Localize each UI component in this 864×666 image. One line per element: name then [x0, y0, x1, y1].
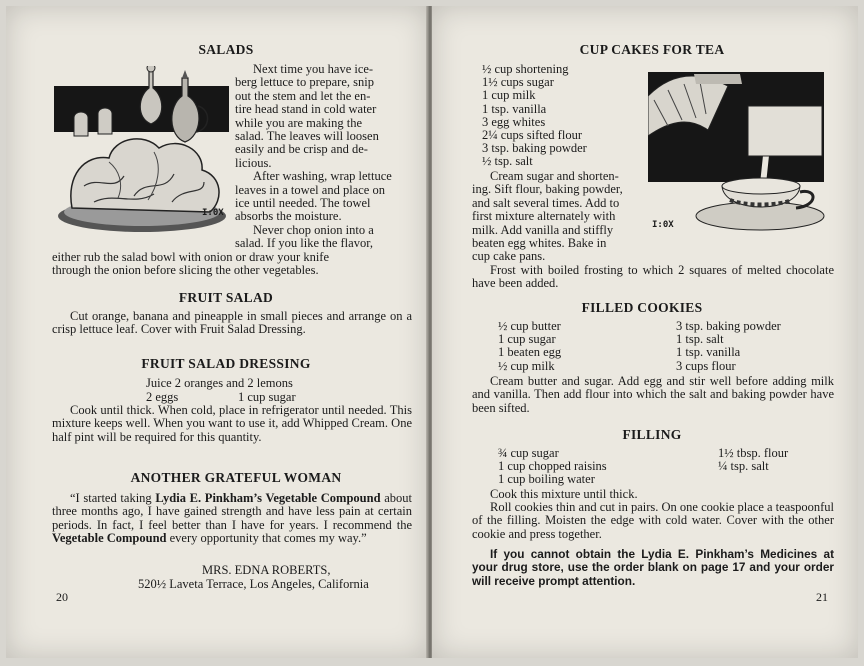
cookie-ingredients-col1 [498, 320, 561, 373]
cookie-ingredients-col2 [676, 320, 781, 373]
salads-line: absorbs the moisture. [235, 209, 342, 224]
ingredient: 1 cup boiling water [498, 472, 595, 487]
ingredient: 1 cup milk [482, 88, 536, 103]
ingredient: ½ cup shortening [482, 62, 569, 76]
method-line: and salt several times. Add to [472, 195, 620, 210]
dressing-ingredient: 2 eggs [146, 390, 179, 404]
ingredient: ½ cup butter [498, 319, 561, 333]
ingredient: 1½ tbsp. flour [718, 446, 789, 460]
method-line: first mixture alternately with [472, 209, 616, 224]
ingredient: 3 tsp. baking powder [482, 141, 587, 156]
method-line: Cream sugar and shorten- [490, 169, 619, 183]
ingredient: ¼ tsp. salt [718, 459, 769, 474]
quote-part: about three months ago, I have gained strength and have less pain at certain periods. In fact, I feel better than I have for years. I recommend the [52, 491, 412, 532]
salads-line: easily and be crisp and de- [235, 142, 368, 157]
salads-line: berg lettuce to prepare, snip [235, 75, 374, 90]
salads-title: SALADS [198, 42, 254, 57]
filling-title: FILLING [622, 427, 682, 442]
quote-part: every opportunity that comes my way.” [166, 531, 367, 546]
ingredient: 3 cups flour [676, 358, 736, 373]
salads-line: while you are making the [235, 115, 363, 130]
quote-part: “I started taking [70, 491, 156, 505]
fruit-salad-title: FRUIT SALAD [178, 290, 274, 305]
method-line: beaten egg whites. Bake in [472, 236, 607, 251]
image-tag: I:0X [652, 220, 674, 230]
ingredient: 1½ cups sugar [482, 75, 554, 90]
filling-method-1: Cook this mixture until thick. [490, 487, 638, 501]
fruit-salad-text: Cut orange, banana and pineapple in small pieces and arrange on a crisp lettuce leaf. Cover with Fruit Salad Dressing. [52, 309, 412, 337]
ingredient: 1 beaten egg [498, 345, 562, 360]
salads-line: licious. [235, 155, 272, 170]
salads-tail [52, 251, 412, 278]
salads-line: either rub the salad bowl with onion or draw your knife [52, 250, 330, 264]
dressing-ingredient: Juice 2 oranges and 2 lemons [146, 376, 293, 390]
salads-line: out the stem and let the en- [235, 88, 371, 103]
product-name: Lydia E. Pinkham’s Vegetable Compound [155, 491, 381, 505]
cupcake-method [472, 170, 644, 264]
salads-text [235, 63, 410, 251]
ingredient: ¾ cup sugar [498, 446, 559, 460]
page-number: 20 [56, 590, 68, 604]
salads-line: through the onion before slicing the other vegetables. [52, 263, 319, 278]
salads-line: leaves in a towel and place on [235, 182, 385, 197]
ingredient: 1 tsp. salt [676, 332, 724, 347]
ingredient: 1 tsp. vanilla [482, 101, 547, 116]
page-number: 21 [816, 590, 828, 604]
ingredient: ½ cup milk [498, 358, 555, 373]
right-page [432, 6, 858, 658]
ingredient: 3 tsp. baking powder [676, 319, 781, 333]
cup-cakes-title: CUP CAKES FOR TEA [579, 42, 725, 57]
dressing-ingredient: 1 cup sugar [238, 390, 296, 404]
method-line: ing. Sift flour, baking powder, [472, 182, 623, 197]
filling-method-2: Roll cookies thin and cut in pairs. On one cookie place a teaspoonful of the filling. Moisten the edge with cold water. Cover with the other cookie and press together. [472, 500, 835, 541]
filling-ingredients-col1 [498, 447, 607, 487]
method-line: cup cake pans. [472, 249, 546, 264]
salads-line: Never chop onion into a [253, 222, 374, 237]
salads-line: Next time you have ice- [253, 62, 374, 76]
product-name: Vegetable Compound [52, 531, 167, 546]
signature: MRS. EDNA ROBERTS, [202, 563, 331, 577]
salads-line: salad. The leaves will loosen [235, 129, 379, 144]
testimonial-text [52, 492, 412, 546]
dressing-text: Cook until thick. When cold, place in refrigerator until needed. This mixture keeps well. When you want to use it, add Whipped Cream. One half pint will be required for this quantity. [52, 403, 412, 444]
image-tag: I:0X [202, 208, 224, 218]
address: 520½ Laveta Terrace, Los Angeles, California [138, 577, 369, 591]
salads-line: tire head stand in cold water [235, 102, 377, 117]
ingredient: 2¼ cups sifted flour [482, 128, 582, 143]
filling-ingredients-col2 [718, 447, 788, 473]
method-line: milk. Add vanilla and stiffly [472, 222, 614, 237]
ingredient: ½ tsp. salt [482, 154, 533, 169]
ingredient: 3 egg whites [482, 114, 546, 129]
salads-line: After washing, wrap lettuce [253, 169, 392, 184]
cupcake-ingredients [482, 63, 587, 169]
fruit-salad-dressing-title: FRUIT SALAD DRESSING [141, 356, 311, 371]
grateful-woman-title: ANOTHER GRATEFUL WOMAN [130, 470, 342, 485]
ingredient: 1 cup chopped raisins [498, 459, 607, 474]
ingredient: 1 tsp. vanilla [676, 345, 741, 360]
cupcake-frosting: Frost with boiled frosting to which 2 squares of melted chocolate have been added. [472, 263, 834, 291]
salads-line: ice until needed. The towel [235, 196, 371, 211]
teacup-illustration [648, 66, 828, 236]
cookies-method: Cream butter and sugar. Add egg and stir well before adding milk and vanilla. Then add flour into which the salt and baking powder have been sifted. [472, 374, 834, 415]
salads-line: salad. If you like the flavor, [235, 236, 373, 251]
ingredient: 1 cup sugar [498, 332, 556, 347]
order-notice: If you cannot obtain the Lydia E. Pinkham’s Medicines at your drug store, use the order blank on page 17 and your order will receive prompt attention. [472, 547, 834, 588]
filled-cookies-title: FILLED COOKIES [581, 300, 703, 315]
left-page [6, 6, 428, 658]
